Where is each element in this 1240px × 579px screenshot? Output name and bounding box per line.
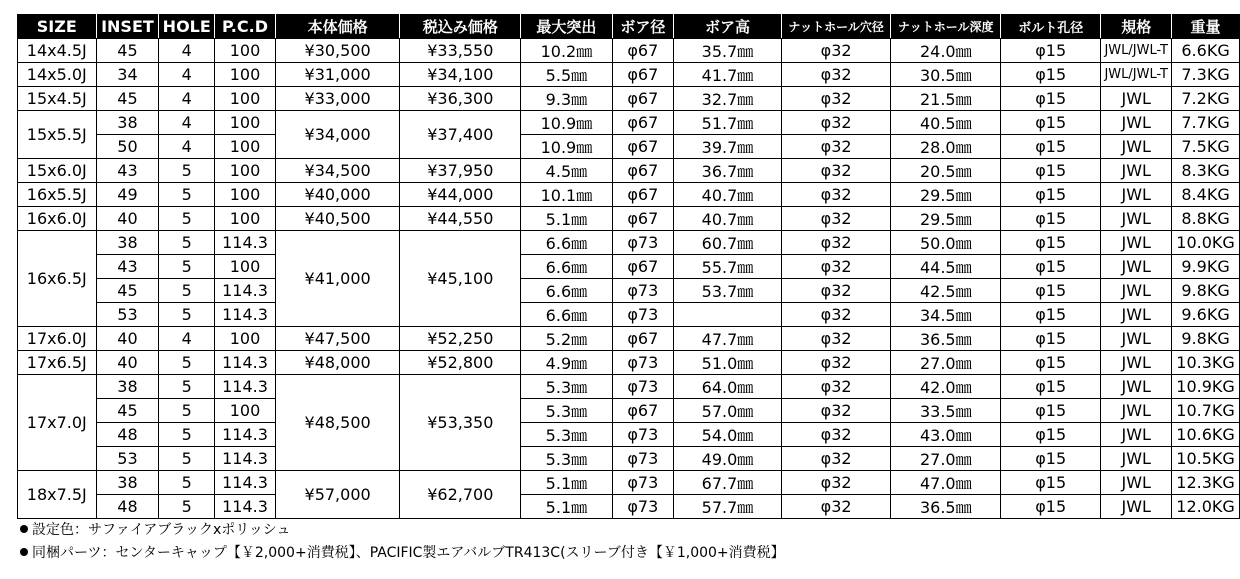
protrusion-cell: 5.5㎜ bbox=[521, 63, 612, 87]
price-cell: ¥48,500 bbox=[275, 375, 400, 471]
nut-hole-cell: φ32 bbox=[781, 279, 891, 303]
protrusion-cell: 5.2㎜ bbox=[521, 327, 612, 351]
bore-cell: φ67 bbox=[612, 207, 674, 231]
bore-cell: φ73 bbox=[612, 447, 674, 471]
price-cell: ¥41,000 bbox=[275, 231, 400, 327]
inset-cell: 48 bbox=[96, 495, 159, 519]
bolt-hole-cell: φ15 bbox=[1001, 423, 1101, 447]
protrusion-cell: 4.9㎜ bbox=[521, 351, 612, 375]
pcd-cell: 114.3 bbox=[215, 471, 276, 495]
tax-price-cell: ¥52,250 bbox=[400, 327, 521, 351]
nut-depth-cell: 27.0㎜ bbox=[891, 447, 1001, 471]
size-cell: 17x6.5J bbox=[18, 351, 97, 375]
table-row bbox=[18, 279, 1240, 303]
nut-depth-cell: 27.0㎜ bbox=[891, 351, 1001, 375]
hole-cell: 5 bbox=[159, 183, 215, 207]
hole-cell: 5 bbox=[159, 207, 215, 231]
price-cell: ¥57,000 bbox=[275, 471, 400, 519]
hole-cell: 4 bbox=[159, 111, 215, 135]
hole-cell: 5 bbox=[159, 303, 215, 327]
protrusion-cell: 5.3㎜ bbox=[521, 399, 612, 423]
weight-cell: 10.7KG bbox=[1172, 399, 1240, 423]
price-cell: ¥33,000 bbox=[275, 87, 400, 111]
bore-height-cell: 64.0㎜ bbox=[674, 375, 782, 399]
weight-cell: 12.3KG bbox=[1172, 471, 1240, 495]
nut-hole-cell: φ32 bbox=[781, 87, 891, 111]
header-nut-hole: ナットホール穴径 bbox=[781, 15, 891, 39]
standard-cell: JWL bbox=[1101, 87, 1172, 111]
protrusion-cell: 6.6㎜ bbox=[521, 303, 612, 327]
standard-cell: JWL bbox=[1101, 495, 1172, 519]
protrusion-cell: 5.3㎜ bbox=[521, 375, 612, 399]
pcd-cell: 100 bbox=[215, 399, 276, 423]
inset-cell: 43 bbox=[96, 255, 159, 279]
bolt-hole-cell: φ15 bbox=[1001, 159, 1101, 183]
weight-cell: 8.3KG bbox=[1172, 159, 1240, 183]
size-cell: 18x7.5J bbox=[18, 471, 97, 519]
header-price: 本体価格 bbox=[275, 15, 400, 39]
bullet-icon bbox=[20, 525, 28, 533]
bolt-hole-cell: φ15 bbox=[1001, 375, 1101, 399]
price-cell: ¥34,500 bbox=[275, 159, 400, 183]
bore-height-cell: 40.7㎜ bbox=[674, 207, 782, 231]
hole-cell: 5 bbox=[159, 231, 215, 255]
protrusion-cell: 6.6㎜ bbox=[521, 255, 612, 279]
nut-hole-cell: φ32 bbox=[781, 399, 891, 423]
table-row bbox=[18, 399, 1240, 423]
inset-cell: 38 bbox=[96, 111, 159, 135]
bore-cell: φ67 bbox=[612, 87, 674, 111]
header-size: SIZE bbox=[18, 15, 97, 39]
nut-hole-cell: φ32 bbox=[781, 39, 891, 63]
inset-cell: 40 bbox=[96, 207, 159, 231]
nut-hole-cell: φ32 bbox=[781, 159, 891, 183]
nut-hole-cell: φ32 bbox=[781, 375, 891, 399]
hole-cell: 5 bbox=[159, 159, 215, 183]
bore-height-cell: 53.7㎜ bbox=[674, 279, 782, 303]
standard-cell: JWL bbox=[1101, 255, 1172, 279]
note-parts-text: 同梱パーツ：センターキャップ【￥2,000+消費税】、PACIFIC製エアバルブTR413C(スリーブ付き【￥1,000+消費税】 bbox=[32, 545, 785, 561]
pcd-cell: 100 bbox=[215, 63, 276, 87]
header-protrusion: 最大突出 bbox=[521, 15, 612, 39]
tax-price-cell: ¥53,350 bbox=[400, 375, 521, 471]
note-color-text: 設定色：サファイアブラックxポリッシュ bbox=[32, 522, 291, 538]
bolt-hole-cell: φ15 bbox=[1001, 255, 1101, 279]
weight-cell: 8.4KG bbox=[1172, 183, 1240, 207]
bore-cell: φ67 bbox=[612, 183, 674, 207]
table-body bbox=[18, 39, 1240, 519]
header-bolt-hole: ボルト孔径 bbox=[1001, 15, 1101, 39]
inset-cell: 45 bbox=[96, 279, 159, 303]
protrusion-cell: 5.1㎜ bbox=[521, 495, 612, 519]
bolt-hole-cell: φ15 bbox=[1001, 63, 1101, 87]
inset-cell: 49 bbox=[96, 183, 159, 207]
bore-cell: φ67 bbox=[612, 327, 674, 351]
hole-cell: 5 bbox=[159, 351, 215, 375]
tax-price-cell: ¥36,300 bbox=[400, 87, 521, 111]
inset-cell: 45 bbox=[96, 399, 159, 423]
nut-depth-cell: 36.5㎜ bbox=[891, 327, 1001, 351]
table-row bbox=[18, 63, 1240, 87]
bolt-hole-cell: φ15 bbox=[1001, 399, 1101, 423]
bolt-hole-cell: φ15 bbox=[1001, 447, 1101, 471]
bolt-hole-cell: φ15 bbox=[1001, 279, 1101, 303]
hole-cell: 5 bbox=[159, 423, 215, 447]
protrusion-cell: 6.6㎜ bbox=[521, 279, 612, 303]
pcd-cell: 114.3 bbox=[215, 231, 276, 255]
inset-cell: 43 bbox=[96, 159, 159, 183]
bore-height-cell: 60.7㎜ bbox=[674, 231, 782, 255]
bullet-icon bbox=[20, 548, 28, 556]
tax-price-cell: ¥52,800 bbox=[400, 351, 521, 375]
nut-hole-cell: φ32 bbox=[781, 447, 891, 471]
hole-cell: 4 bbox=[159, 135, 215, 159]
standard-cell: JWL bbox=[1101, 375, 1172, 399]
protrusion-cell: 10.2㎜ bbox=[521, 39, 612, 63]
nut-depth-cell: 20.5㎜ bbox=[891, 159, 1001, 183]
bore-cell: φ73 bbox=[612, 471, 674, 495]
table-row bbox=[18, 207, 1240, 231]
table-row bbox=[18, 327, 1240, 351]
price-cell: ¥31,000 bbox=[275, 63, 400, 87]
protrusion-cell: 5.3㎜ bbox=[521, 447, 612, 471]
bore-height-cell: 54.0㎜ bbox=[674, 423, 782, 447]
size-cell: 16x5.5J bbox=[18, 183, 97, 207]
nut-depth-cell: 50.0㎜ bbox=[891, 231, 1001, 255]
protrusion-cell: 5.1㎜ bbox=[521, 471, 612, 495]
nut-hole-cell: φ32 bbox=[781, 423, 891, 447]
protrusion-cell: 5.3㎜ bbox=[521, 423, 612, 447]
nut-depth-cell: 29.5㎜ bbox=[891, 183, 1001, 207]
bore-cell: φ67 bbox=[612, 399, 674, 423]
weight-cell: 7.5KG bbox=[1172, 135, 1240, 159]
header-bore: ボア径 bbox=[612, 15, 674, 39]
table-row bbox=[18, 351, 1240, 375]
bore-cell: φ73 bbox=[612, 279, 674, 303]
bore-height-cell: 51.0㎜ bbox=[674, 351, 782, 375]
standard-cell: JWL bbox=[1101, 207, 1172, 231]
weight-cell: 10.9KG bbox=[1172, 375, 1240, 399]
nut-depth-cell: 33.5㎜ bbox=[891, 399, 1001, 423]
weight-cell: 9.9KG bbox=[1172, 255, 1240, 279]
header-pcd: P.C.D bbox=[215, 15, 276, 39]
price-cell: ¥30,500 bbox=[275, 39, 400, 63]
hole-cell: 5 bbox=[159, 447, 215, 471]
wheel-spec-table bbox=[17, 14, 1240, 519]
bore-height-cell: 40.7㎜ bbox=[674, 183, 782, 207]
nut-depth-cell: 42.0㎜ bbox=[891, 375, 1001, 399]
pcd-cell: 100 bbox=[215, 255, 276, 279]
header-inset: INSET bbox=[96, 15, 159, 39]
inset-cell: 53 bbox=[96, 303, 159, 327]
pcd-cell: 100 bbox=[215, 183, 276, 207]
nut-hole-cell: φ32 bbox=[781, 303, 891, 327]
tax-price-cell: ¥37,950 bbox=[400, 159, 521, 183]
inset-cell: 38 bbox=[96, 471, 159, 495]
pcd-cell: 114.3 bbox=[215, 495, 276, 519]
inset-cell: 40 bbox=[96, 327, 159, 351]
size-cell: 17x6.0J bbox=[18, 327, 97, 351]
size-cell: 15x5.5J bbox=[18, 111, 97, 159]
pcd-cell: 114.3 bbox=[215, 279, 276, 303]
table-header bbox=[18, 15, 1240, 39]
bore-height-cell: 39.7㎜ bbox=[674, 135, 782, 159]
bore-height-cell: 36.7㎜ bbox=[674, 159, 782, 183]
nut-depth-cell: 21.5㎜ bbox=[891, 87, 1001, 111]
protrusion-cell: 5.1㎜ bbox=[521, 207, 612, 231]
hole-cell: 4 bbox=[159, 327, 215, 351]
nut-depth-cell: 43.0㎜ bbox=[891, 423, 1001, 447]
hole-cell: 4 bbox=[159, 39, 215, 63]
standard-cell: JWL bbox=[1101, 351, 1172, 375]
inset-cell: 45 bbox=[96, 39, 159, 63]
weight-cell: 10.6KG bbox=[1172, 423, 1240, 447]
nut-hole-cell: φ32 bbox=[781, 111, 891, 135]
nut-depth-cell: 29.5㎜ bbox=[891, 207, 1001, 231]
bore-height-cell: 57.0㎜ bbox=[674, 399, 782, 423]
standard-cell: JWL bbox=[1101, 303, 1172, 327]
nut-depth-cell: 36.5㎜ bbox=[891, 495, 1001, 519]
inset-cell: 34 bbox=[96, 63, 159, 87]
hole-cell: 5 bbox=[159, 495, 215, 519]
bolt-hole-cell: φ15 bbox=[1001, 303, 1101, 327]
weight-cell: 7.7KG bbox=[1172, 111, 1240, 135]
table-row bbox=[18, 183, 1240, 207]
inset-cell: 38 bbox=[96, 375, 159, 399]
hole-cell: 5 bbox=[159, 255, 215, 279]
bore-height-cell bbox=[674, 303, 782, 327]
nut-depth-cell: 42.5㎜ bbox=[891, 279, 1001, 303]
table-row bbox=[18, 87, 1240, 111]
weight-cell: 8.8KG bbox=[1172, 207, 1240, 231]
nut-hole-cell: φ32 bbox=[781, 471, 891, 495]
nut-hole-cell: φ32 bbox=[781, 495, 891, 519]
nut-depth-cell: 34.5㎜ bbox=[891, 303, 1001, 327]
inset-cell: 38 bbox=[96, 231, 159, 255]
size-cell: 16x6.0J bbox=[18, 207, 97, 231]
nut-hole-cell: φ32 bbox=[781, 63, 891, 87]
inset-cell: 40 bbox=[96, 351, 159, 375]
nut-hole-cell: φ32 bbox=[781, 135, 891, 159]
bolt-hole-cell: φ15 bbox=[1001, 207, 1101, 231]
standard-cell: JWL bbox=[1101, 183, 1172, 207]
standard-cell: JWL bbox=[1101, 399, 1172, 423]
bolt-hole-cell: φ15 bbox=[1001, 39, 1101, 63]
table-row bbox=[18, 39, 1240, 63]
pcd-cell: 114.3 bbox=[215, 447, 276, 471]
table-row bbox=[18, 111, 1240, 135]
nut-hole-cell: φ32 bbox=[781, 231, 891, 255]
pcd-cell: 114.3 bbox=[215, 375, 276, 399]
bore-cell: φ67 bbox=[612, 255, 674, 279]
bore-height-cell: 51.7㎜ bbox=[674, 111, 782, 135]
protrusion-cell: 10.9㎜ bbox=[521, 111, 612, 135]
table-row bbox=[18, 471, 1240, 495]
header-nut-depth: ナットホール深度 bbox=[891, 15, 1001, 39]
inset-cell: 45 bbox=[96, 87, 159, 111]
note-color bbox=[20, 519, 290, 539]
bore-cell: φ67 bbox=[612, 135, 674, 159]
tax-price-cell: ¥34,100 bbox=[400, 63, 521, 87]
bore-height-cell: 32.7㎜ bbox=[674, 87, 782, 111]
tax-price-cell: ¥37,400 bbox=[400, 111, 521, 159]
size-cell: 14x4.5J bbox=[18, 39, 97, 63]
hole-cell: 5 bbox=[159, 279, 215, 303]
header-standard: 規格 bbox=[1101, 15, 1172, 39]
bore-cell: φ67 bbox=[612, 39, 674, 63]
nut-hole-cell: φ32 bbox=[781, 351, 891, 375]
standard-cell: JWL bbox=[1101, 279, 1172, 303]
nut-hole-cell: φ32 bbox=[781, 183, 891, 207]
bolt-hole-cell: φ15 bbox=[1001, 183, 1101, 207]
pcd-cell: 114.3 bbox=[215, 351, 276, 375]
weight-cell: 12.0KG bbox=[1172, 495, 1240, 519]
header-weight: 重量 bbox=[1172, 15, 1240, 39]
table-row bbox=[18, 375, 1240, 399]
bore-height-cell: 35.7㎜ bbox=[674, 39, 782, 63]
standard-cell: JWL bbox=[1101, 135, 1172, 159]
pcd-cell: 100 bbox=[215, 159, 276, 183]
price-cell: ¥40,500 bbox=[275, 207, 400, 231]
protrusion-cell: 6.6㎜ bbox=[521, 231, 612, 255]
nut-hole-cell: φ32 bbox=[781, 327, 891, 351]
bore-cell: φ67 bbox=[612, 63, 674, 87]
table-row bbox=[18, 231, 1240, 255]
table-row bbox=[18, 423, 1240, 447]
nut-depth-cell: 24.0㎜ bbox=[891, 39, 1001, 63]
nut-depth-cell: 44.5㎜ bbox=[891, 255, 1001, 279]
price-cell: ¥48,000 bbox=[275, 351, 400, 375]
nut-depth-cell: 40.5㎜ bbox=[891, 111, 1001, 135]
size-cell: 16x6.5J bbox=[18, 231, 97, 327]
nut-depth-cell: 47.0㎜ bbox=[891, 471, 1001, 495]
nut-depth-cell: 28.0㎜ bbox=[891, 135, 1001, 159]
table-row bbox=[18, 447, 1240, 471]
bolt-hole-cell: φ15 bbox=[1001, 111, 1101, 135]
bore-cell: φ73 bbox=[612, 375, 674, 399]
protrusion-cell: 4.5㎜ bbox=[521, 159, 612, 183]
table-row bbox=[18, 135, 1240, 159]
price-cell: ¥34,000 bbox=[275, 111, 400, 159]
bolt-hole-cell: φ15 bbox=[1001, 231, 1101, 255]
protrusion-cell: 9.3㎜ bbox=[521, 87, 612, 111]
table-row bbox=[18, 303, 1240, 327]
pcd-cell: 100 bbox=[215, 111, 276, 135]
standard-cell: JWL bbox=[1101, 159, 1172, 183]
pcd-cell: 114.3 bbox=[215, 303, 276, 327]
weight-cell: 9.8KG bbox=[1172, 327, 1240, 351]
inset-cell: 53 bbox=[96, 447, 159, 471]
bore-height-cell: 67.7㎜ bbox=[674, 471, 782, 495]
standard-cell: JWL bbox=[1101, 231, 1172, 255]
hole-cell: 5 bbox=[159, 399, 215, 423]
tax-price-cell: ¥45,100 bbox=[400, 231, 521, 327]
header-hole: HOLE bbox=[159, 15, 215, 39]
tax-price-cell: ¥44,000 bbox=[400, 183, 521, 207]
nut-hole-cell: φ32 bbox=[781, 207, 891, 231]
size-cell: 15x6.0J bbox=[18, 159, 97, 183]
weight-cell: 7.2KG bbox=[1172, 87, 1240, 111]
bolt-hole-cell: φ15 bbox=[1001, 87, 1101, 111]
standard-cell: JWL bbox=[1101, 111, 1172, 135]
hole-cell: 4 bbox=[159, 87, 215, 111]
pcd-cell: 100 bbox=[215, 39, 276, 63]
size-cell: 15x4.5J bbox=[18, 87, 97, 111]
standard-cell: JWL/JWL-T bbox=[1101, 39, 1172, 63]
size-cell: 14x5.0J bbox=[18, 63, 97, 87]
weight-cell: 9.6KG bbox=[1172, 303, 1240, 327]
pcd-cell: 100 bbox=[215, 87, 276, 111]
bore-cell: φ67 bbox=[612, 111, 674, 135]
header-bore-height: ボア高 bbox=[674, 15, 782, 39]
tax-price-cell: ¥44,550 bbox=[400, 207, 521, 231]
protrusion-cell: 10.1㎜ bbox=[521, 183, 612, 207]
bore-cell: φ73 bbox=[612, 423, 674, 447]
bolt-hole-cell: φ15 bbox=[1001, 135, 1101, 159]
table-row bbox=[18, 159, 1240, 183]
weight-cell: 7.3KG bbox=[1172, 63, 1240, 87]
note-included-parts bbox=[20, 542, 785, 562]
price-cell: ¥47,500 bbox=[275, 327, 400, 351]
tax-price-cell: ¥62,700 bbox=[400, 471, 521, 519]
bore-cell: φ73 bbox=[612, 495, 674, 519]
weight-cell: 10.3KG bbox=[1172, 351, 1240, 375]
standard-cell: JWL bbox=[1101, 327, 1172, 351]
weight-cell: 9.8KG bbox=[1172, 279, 1240, 303]
pcd-cell: 100 bbox=[215, 207, 276, 231]
bore-height-cell: 47.7㎜ bbox=[674, 327, 782, 351]
inset-cell: 48 bbox=[96, 423, 159, 447]
nut-depth-cell: 30.5㎜ bbox=[891, 63, 1001, 87]
price-cell: ¥40,000 bbox=[275, 183, 400, 207]
weight-cell: 6.6KG bbox=[1172, 39, 1240, 63]
pcd-cell: 114.3 bbox=[215, 423, 276, 447]
bolt-hole-cell: φ15 bbox=[1001, 495, 1101, 519]
bore-height-cell: 55.7㎜ bbox=[674, 255, 782, 279]
bore-height-cell: 41.7㎜ bbox=[674, 63, 782, 87]
size-cell: 17x7.0J bbox=[18, 375, 97, 471]
header-tax-price: 税込み価格 bbox=[400, 15, 521, 39]
weight-cell: 10.0KG bbox=[1172, 231, 1240, 255]
bolt-hole-cell: φ15 bbox=[1001, 351, 1101, 375]
hole-cell: 4 bbox=[159, 63, 215, 87]
bolt-hole-cell: φ15 bbox=[1001, 327, 1101, 351]
hole-cell: 5 bbox=[159, 375, 215, 399]
standard-cell: JWL bbox=[1101, 423, 1172, 447]
standard-cell: JWL bbox=[1101, 471, 1172, 495]
bore-height-cell: 57.7㎜ bbox=[674, 495, 782, 519]
pcd-cell: 100 bbox=[215, 135, 276, 159]
bore-cell: φ73 bbox=[612, 231, 674, 255]
pcd-cell: 100 bbox=[215, 327, 276, 351]
nut-hole-cell: φ32 bbox=[781, 255, 891, 279]
weight-cell: 10.5KG bbox=[1172, 447, 1240, 471]
bore-cell: φ73 bbox=[612, 351, 674, 375]
inset-cell: 50 bbox=[96, 135, 159, 159]
bore-height-cell: 49.0㎜ bbox=[674, 447, 782, 471]
table-row bbox=[18, 255, 1240, 279]
table-row bbox=[18, 495, 1240, 519]
tax-price-cell: ¥33,550 bbox=[400, 39, 521, 63]
bore-cell: φ67 bbox=[612, 159, 674, 183]
hole-cell: 5 bbox=[159, 471, 215, 495]
standard-cell: JWL/JWL-T bbox=[1101, 63, 1172, 87]
protrusion-cell: 10.9㎜ bbox=[521, 135, 612, 159]
bore-cell: φ73 bbox=[612, 303, 674, 327]
bolt-hole-cell: φ15 bbox=[1001, 471, 1101, 495]
standard-cell: JWL bbox=[1101, 447, 1172, 471]
